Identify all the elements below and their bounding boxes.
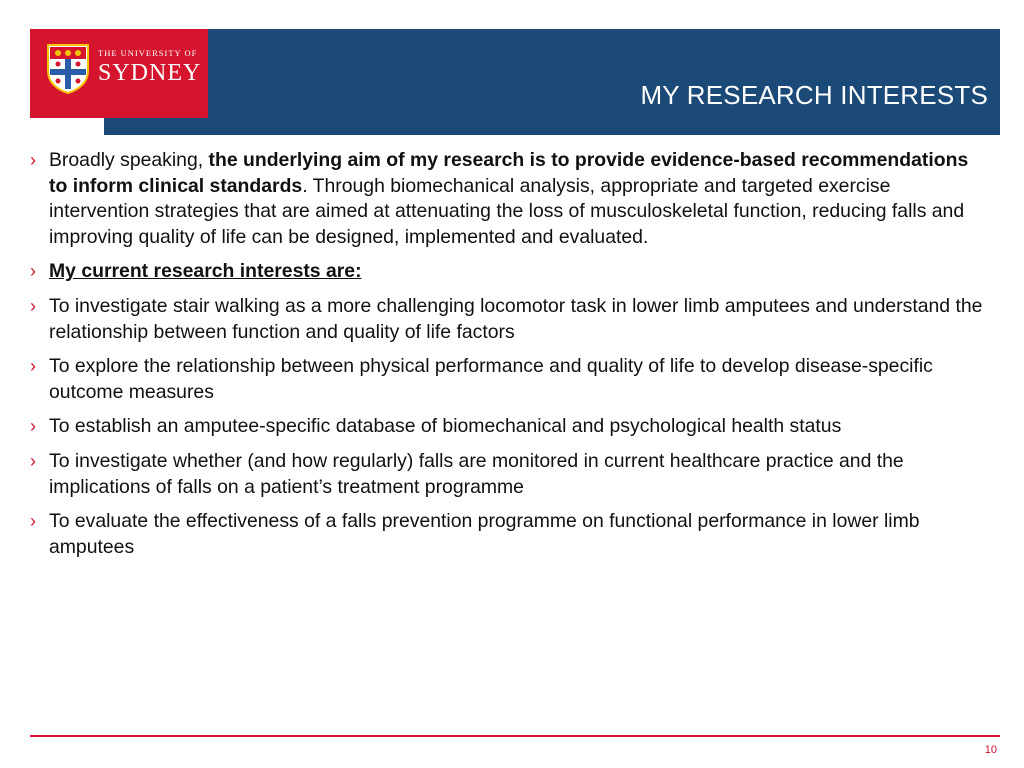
bullet-chevron-icon: › [30,450,36,471]
bullet-chevron-icon: › [30,356,36,377]
bullet-chevron-icon: › [30,150,36,170]
logo-wordmark [98,49,201,85]
item1-pre: Broadly speaking, [49,149,209,171]
item-text: To evaluate the effectiveness of a falls prevention programme on functional performance in lower limb amputees [49,510,920,558]
list-item [30,449,990,500]
list-item [30,148,990,250]
item1-post: . Through biomechanical analysis, appropriate and targeted exercise intervention strategies that are aimed at attenuating the loss of musculoskeletal function, reducing falls and improving quality of life can be designed, implemented and evaluated. [49,174,965,248]
item1-bold: the underlying aim of my research is to provide evidence-based recommendations to inform clinical standards [49,149,969,197]
bullet-chevron-icon: › [30,416,36,437]
list-item [30,354,990,405]
item-text: To investigate whether (and how regularly) falls are monitored in current healthcare practice and the implications of falls on a patient’s treatment programme [49,449,904,498]
bullet-chevron-icon: › [30,295,36,316]
list-item [30,259,990,285]
university-crest-icon [46,43,90,95]
item-text: To explore the relationship between physical performance and quality of life to develop disease-specific outcome measures [49,355,933,403]
bullet-chevron-icon: › [30,511,36,532]
footer-divider [30,735,1000,737]
item-text: To investigate stair walking as a more challenging locomotor task in lower limb amputees and understand the relationship between function and quality of life factors [49,294,983,343]
list-item [30,414,990,440]
item-text: To establish an amputee-specific database of biomechanical and psychological health status [49,415,842,438]
logo-line1: THE UNIVERSITY OF [98,48,198,58]
page-title: MY RESEARCH INTERESTS [640,80,988,110]
page-number: 10 [984,744,997,756]
university-logo [30,29,208,118]
logo-line2: SYDNEY [98,59,202,86]
list-item [30,509,990,560]
list-item [30,294,990,345]
bullet-chevron-icon: › [30,261,36,282]
bullet-list [30,148,990,569]
section-subheading: My current research interests are: [49,260,362,283]
